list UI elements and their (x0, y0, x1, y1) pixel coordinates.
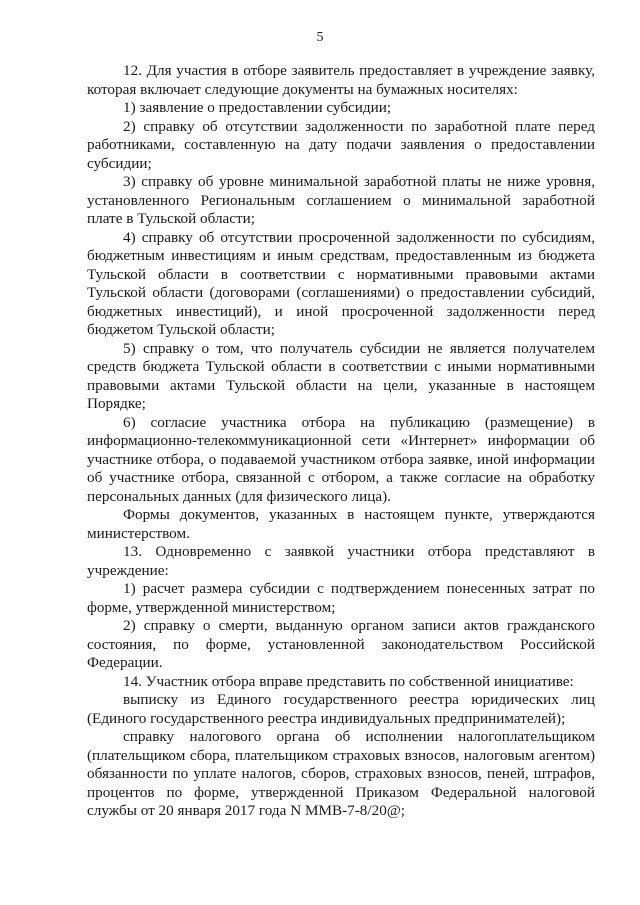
page-number: 5 (316, 30, 324, 45)
paragraph-12-item-3: 3) справку об уровне минимальной заработной платы не ниже уровня, установленного Региональным соглашением о минимальной заработной плате в Тульской области; (87, 173, 595, 227)
paragraph-12-item-4: 4) справку об отсутствии просроченной задолженности по субсидиям, бюджетным инвестициям и иным средствам, предоставленным из бюджета Тульской области в соответствии с нормативными правовыми актами Тульской области (договорами (соглашениями) о предоставлении субсидий, бюджетных инвестиций), и иной просроченной задолженности перед бюджетом Тульской области; (87, 228, 595, 338)
paragraph-14-item-extract: выписку из Единого государственного реестра юридических лиц (Единого государственного реестра индивидуальных предпринимателей); (87, 691, 595, 727)
paragraph-12-item-1: 1) заявление о предоставлении субсидии; (123, 99, 392, 116)
paragraph-12-item-5: 5) справку о том, что получатель субсидии не является получателем средств бюджета Тульской области в соответствии с иными нормативными правовыми актами Тульской области на цели, указанные в настоящем Порядке; (87, 339, 595, 412)
paragraph-14-intro: 14. Участник отбора вправе представить по собственной инициативе: (123, 672, 574, 690)
paragraph-13-item-2: 2) справку о смерти, выданную органом записи актов гражданского состояния, по форме, установленной законодательством Российской Федерации. (87, 617, 595, 671)
paragraph-13-item-1: 1) расчет размера субсидии с подтверждением понесенных затрат по форме, утвержденной министерством; (87, 580, 595, 616)
paragraph-12-intro: 12. Для участия в отборе заявитель предоставляет в учреждение заявку, которая включает следующие документы на бумажных носителях: (87, 62, 595, 98)
paragraph-13-intro: 13. Одновременно с заявкой участники отбора представляют в учреждение: (87, 543, 595, 579)
paragraph-12-item-6: 6) согласие участника отбора на публикацию (размещение) в информационно-телекоммуникационной сети «Интернет» информации об участнике отбора, о подаваемой участником отбора заявке, иной информации об участнике отбора, связанной с отбором, а также согласие на обработку персональных данных (для физического лица). (87, 413, 595, 505)
document-body (87, 62, 595, 821)
paragraph-14-item-tax-certificate: справку налогового органа об исполнении налогоплательщиком (плательщиком сбора, плательщиком страховых взносов, налоговым агентом) обязанности по уплате налогов, сборов, страховых взносов, пеней, штрафов, процентов по форме, утвержденной Приказом Федеральной налоговой службы от 20 января 2017 года N ММВ-7-8/20@; (87, 728, 595, 819)
paragraph-12-forms-note: Формы документов, указанных в настоящем пункте, утверждаются министерством. (87, 506, 595, 542)
paragraph-12-item-2: 2) справку об отсутствии задолженности по заработной плате перед работниками, составленную на дату подачи заявления о предоставлении субсидии; (87, 117, 595, 172)
